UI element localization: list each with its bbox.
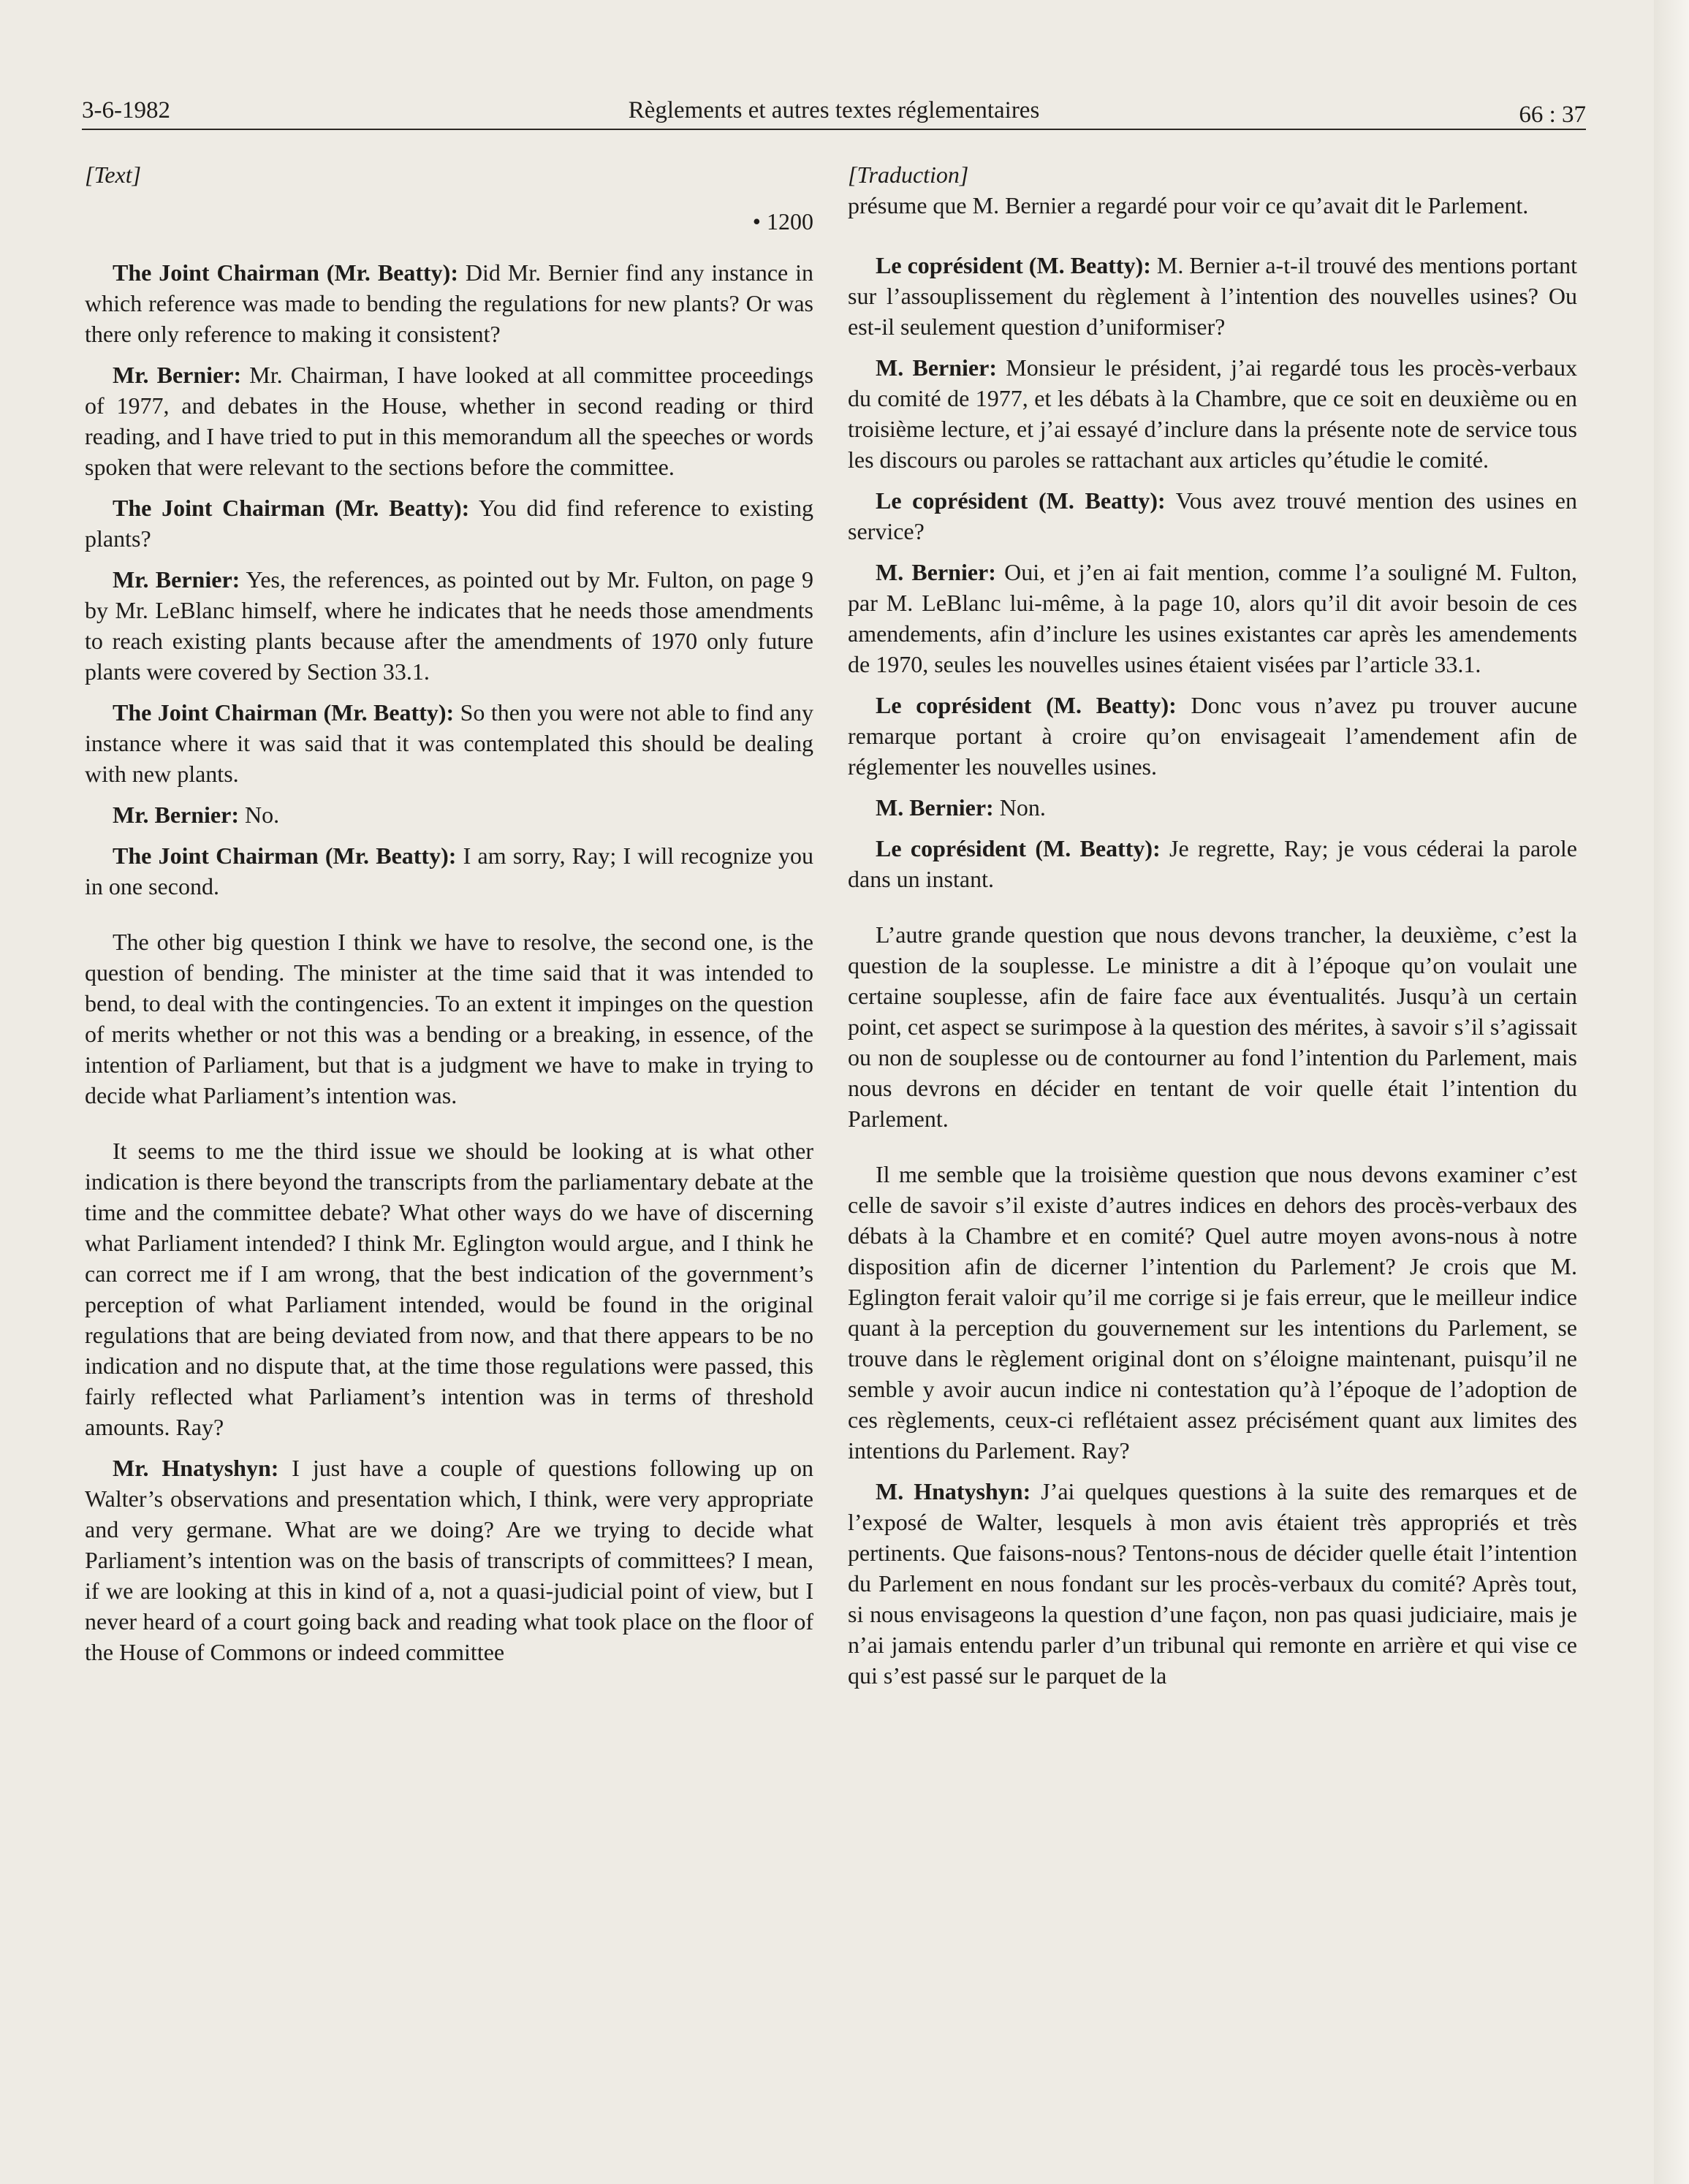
paragraph-text: Il me semble que la troisième question que nous devons examiner c’est celle de savoir s’il existe d’autres indices en dehors des procès-verbaux des débats à la Chambre et en comité? Quel autre moyen avons-nous à notre disposition afin de dicerner l’intention du Parlement? Je crois que M. Eglington ferait valoir qu’il me corrige si je fais erreur, que le meilleur indice quant à la perception du gouvernement sur les intentions du Parlement, se trouve dans le règlement original dont on s’éloigne maintenant, puisqu’il ne semble y avoir aucun indice ni contestation qu’à l’époque de l’adoption de ces règlements, ceux-ci reflétaient assez précisément quant aux limites des intentions du Parlement. Ray?: [848, 1161, 1577, 1464]
paragraph-text: Did Mr. Bernier find any instance in which reference was made to bending the regulations for new plants? Or was there only reference to making it consistent?: [85, 259, 814, 347]
speaker-name: M. Hnatyshyn:: [876, 1478, 1031, 1504]
paragraph: [85, 840, 813, 902]
paragraph: [85, 492, 813, 554]
paragraph-text: M. Bernier a-t-il trouvé des mentions portant sur l’assouplissement du règlement à l’intention des nouvelles usines? Ou est-il seulement question d’uniformiser?: [848, 252, 1578, 340]
paragraph-text: Monsieur le président, j’ai regardé tous les procès-verbaux du comité de 1977, et les débats à la Chambre, que ce soit en deuxième ou en troisième lecture, et j’ai essayé d’inclure dans la présente note de service tous les discours ou paroles se rattachant aux articles qu’étudie le comité.: [848, 354, 1578, 473]
paragraph-text: No.: [238, 802, 280, 828]
paragraph: [85, 697, 813, 789]
paragraph: [848, 1159, 1577, 1466]
paragraph-text: J’ai quelques questions à la suite des remarques et de l’exposé de Walter, lesquels à mon avis étaient très appropriés et très pertinents. Que faisons-nous? Tentons-nous de décider quelle était l’intention du Parlement en nous fondant sur les procès-verbaux du comité? Après tout, si nous envisageons la question d’une façon, non pas quasi judiciaire, mais je n’ai jamais entendu parler d’un tribunal qui remonte en arrière et qui vise ce qui s’est passé sur le parquet de la: [848, 1478, 1578, 1689]
paragraph-text: You did find reference to existing plants?: [85, 495, 814, 552]
paragraph-text: Vous avez trouvé mention des usines en service?: [848, 487, 1578, 544]
english-column: [85, 159, 813, 1678]
speaker-name: M. Bernier:: [876, 354, 997, 381]
header-page-number: 66 : 37: [1519, 102, 1586, 128]
header-title: Règlements et autres textes réglementaires: [628, 97, 1040, 123]
speaker-name: Mr. Bernier:: [113, 802, 239, 828]
speaker-name: Le coprésident (M. Beatty):: [876, 692, 1177, 718]
paragraph: [85, 564, 813, 687]
speaker-name: The Joint Chairman (Mr. Beatty):: [113, 495, 470, 521]
speaker-name: Mr. Bernier:: [113, 566, 240, 593]
speaker-name: M. Bernier:: [876, 794, 994, 821]
running-header: [82, 86, 1586, 130]
paragraph-text: présume que M. Bernier a regardé pour voir ce qu’avait dit le Parlement.: [848, 192, 1529, 218]
language-label-en: [Text]: [85, 161, 142, 188]
paragraph: [848, 919, 1577, 1134]
paragraph-text: I just have a couple of questions following up on Walter’s observations and presentation which, I think, were very appropriate and very germane. What are we doing? Are we trying to decide what Parliament’s intention was on the basis of transcripts of committees? I mean, if we are looking at this in kind of a, not a quasi-judicial point of view, but I never heard of a court going back and reading what took place on the floor of the House of Commons or indeed committee: [85, 1455, 814, 1665]
speaker-name: The Joint Chairman (Mr. Beatty):: [113, 842, 457, 869]
header-rule: [82, 129, 1586, 130]
speaker-name: Le coprésident (M. Beatty):: [876, 252, 1151, 278]
paragraph: [848, 557, 1577, 680]
language-label-fr: [Traduction]: [848, 161, 969, 188]
paragraph: [848, 690, 1577, 782]
paragraph-text: It seems to me the third issue we should be looking at is what other indication is there beyond the transcripts from the parliamentary debate at the time and the committee debate? What other ways do we have of discerning what Parliament intended? I think Mr. Eglington would argue, and I think he can correct me if I am wrong, that the best indication of the government’s perception of what Parliament intended, would be found in the original regulations that are being deviated from now, and that there appears to be no indication and no dispute that, at the time those regulations were passed, this fairly reflected what Parliament’s intention was in terms of threshold amounts. Ray?: [85, 1138, 813, 1440]
speaker-name: The Joint Chairman (Mr. Beatty):: [113, 699, 455, 726]
paragraph: [85, 1135, 813, 1442]
paragraph: [848, 1476, 1577, 1691]
paragraph-text: The other big question I think we have to resolve, the second one, is the question of bending. The minister at the time said that it was intended to bend, to deal with the contingencies. To an extent it impinges on the question of merits whether or not this was a bending or a breaking, in essence, of the intention of Parliament, but that is a judgment we have to make in trying to decide what Parliament’s intention was.: [85, 929, 813, 1108]
paragraph: [85, 927, 813, 1111]
paragraph-text: Yes, the references, as pointed out by Mr. Fulton, on page 9 by Mr. LeBlanc himself, where he indicates that he needs those amendments to reach existing plants because after the amendments of 1970 only future plants were covered by Section 33.1.: [85, 566, 813, 685]
speaker-name: The Joint Chairman (Mr. Beatty):: [113, 259, 458, 286]
paragraph: [85, 799, 813, 830]
speaker-name: Mr. Hnatyshyn:: [113, 1455, 279, 1481]
paragraph-text: Donc vous n’avez pu trouver aucune remarque portant à croire qu’on envisageait l’amendement afin de réglementer les nouvelles usines.: [848, 692, 1578, 780]
paragraph: [848, 190, 1577, 221]
paragraph: [85, 1453, 813, 1667]
paragraph-text: I am sorry, Ray; I will recognize you in one second.: [85, 842, 814, 899]
paragraph-text: L’autre grande question que nous devons trancher, la deuxième, c’est la question de la souplesse. Le ministre a dit à l’époque qu’on voulait une certaine souplesse, afin de faire face aux éventualités. Jusqu’à un certain point, cet aspect se surimpose à la question des mérites, à savoir s’il s’agissait ou non de souplesse ou de contourner au fond l’intention du Parlement, mais nous devrons en décider en tentant de voir quelle était l’intention du Parlement.: [848, 921, 1577, 1132]
paragraph: [848, 485, 1577, 547]
paragraph: [85, 257, 813, 349]
paragraph-text: Oui, et j’en ai fait mention, comme l’a souligné M. Fulton, par M. LeBlanc lui-même, à la page 10, alors qu’il dit avoir besoin de ces amendements, afin d’inclure les usines existantes car après les amendements de 1970, seules les nouvelles usines étaient visées par l’article 33.1.: [848, 559, 1577, 677]
paragraph: [848, 792, 1577, 823]
page-edge: [1654, 0, 1689, 2184]
time-marker: • 1200: [752, 208, 813, 235]
paragraph: [85, 359, 813, 482]
french-column: [848, 159, 1577, 1701]
speaker-name: M. Bernier:: [876, 559, 996, 585]
speaker-name: Le coprésident (M. Beatty):: [876, 487, 1166, 514]
paragraph-text: Je regrette, Ray; je vous céderai la parole dans un instant.: [848, 835, 1578, 892]
paragraph-text: So then you were not able to find any instance where it was said that it was contemplated this should be dealing with new plants.: [85, 699, 814, 787]
paragraph: [848, 352, 1577, 475]
paragraph: [848, 833, 1577, 894]
speaker-name: Mr. Bernier:: [113, 362, 242, 388]
paragraph: [848, 250, 1577, 342]
header-date: 3-6-1982: [82, 97, 170, 123]
speaker-name: Le coprésident (M. Beatty):: [876, 835, 1161, 861]
paragraph-text: Non.: [993, 794, 1046, 821]
paragraph-text: Mr. Chairman, I have looked at all committee proceedings of 1977, and debates in the House, whether in second reading or third reading, and I have tried to put in this memorandum all the speeches or words spoken that were relevant to the sections before the committee.: [85, 362, 814, 480]
